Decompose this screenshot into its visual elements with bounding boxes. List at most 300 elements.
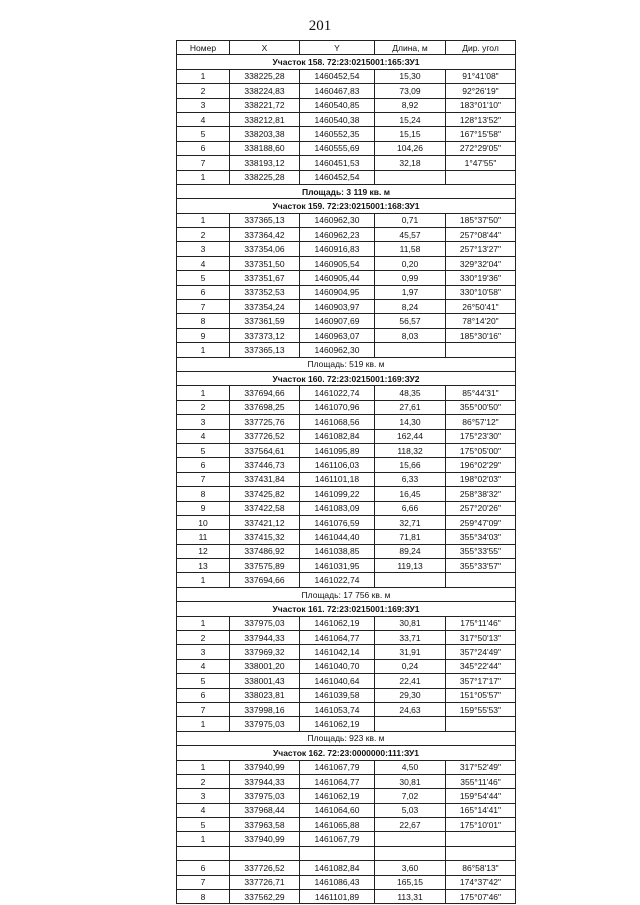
table-row [177,702,516,716]
table-row [177,717,516,731]
table-row [177,443,516,457]
cell-y: 1460540,38 [300,112,375,126]
section-title-row [177,371,516,385]
cell-number: 5 [177,127,230,141]
table-row [177,674,516,688]
cell-y: 1461053,74 [300,702,375,716]
cell-length: 0,71 [375,213,446,227]
cell-y [300,846,375,860]
table-row [177,429,516,443]
table-row [177,415,516,429]
cell-y: 1461083,09 [300,501,375,515]
cell-number: 7 [177,300,230,314]
cell-length [375,170,446,184]
cell-number: 6 [177,141,230,155]
cell-y: 1461062,19 [300,717,375,731]
cell-y: 1460903,97 [300,300,375,314]
cell-x: 337373,12 [230,328,300,342]
cell-angle: 174°37'42" [446,875,516,889]
cell-x: 337562,29 [230,890,300,904]
cell-x: 337944,33 [230,774,300,788]
cell-angle: 92°26'19" [446,84,516,98]
cell-x: 337354,24 [230,300,300,314]
cell-number: 1 [177,717,230,731]
cell-length: 73,09 [375,84,446,98]
table-row [177,501,516,515]
section-title: Участок 162. 72:23:0000000:111:ЗУ1 [177,746,516,760]
cell-x: 337361,59 [230,314,300,328]
cell-x: 337963,58 [230,818,300,832]
cell-length [375,717,446,731]
cell-angle: 185°37'50" [446,213,516,227]
cell-length: 6,33 [375,472,446,486]
cell-length: 0,20 [375,256,446,270]
area-row [177,184,516,198]
cell-number: 11 [177,530,230,544]
cell-x: 337421,12 [230,515,300,529]
cell-length: 27,61 [375,400,446,414]
cell-y: 1461064,60 [300,803,375,817]
cell-length: 14,30 [375,415,446,429]
cell-y: 1460916,83 [300,242,375,256]
cell-x: 337694,66 [230,386,300,400]
cell-x: 337351,67 [230,271,300,285]
cell-y: 1461099,22 [300,487,375,501]
area-row [177,587,516,601]
cell-x: 337726,71 [230,875,300,889]
cell-x: 337969,32 [230,645,300,659]
table-row [177,832,516,846]
cell-x [230,846,300,860]
table-row [177,328,516,342]
cell-y: 1461064,77 [300,774,375,788]
cell-x: 338001,20 [230,659,300,673]
cell-angle [446,170,516,184]
cell-number: 3 [177,645,230,659]
cell-x: 337575,89 [230,559,300,573]
cell-number: 4 [177,256,230,270]
cell-length: 30,81 [375,616,446,630]
cell-x: 337415,32 [230,530,300,544]
cell-angle [446,832,516,846]
cell-number: 4 [177,429,230,443]
cell-length: 15,24 [375,112,446,126]
table-row [177,789,516,803]
cell-number: 1 [177,760,230,774]
cell-x: 338023,81 [230,688,300,702]
cell-number: 5 [177,271,230,285]
cell-y: 1461065,88 [300,818,375,832]
cell-length: 22,41 [375,674,446,688]
cell-number: 2 [177,400,230,414]
table-row [177,861,516,875]
cell-number: 4 [177,803,230,817]
cell-number: 7 [177,702,230,716]
cell-angle: 355°33'55" [446,544,516,558]
header-angle: Дир. угол [446,41,516,55]
cell-y: 1461038,85 [300,544,375,558]
cell-y: 1461040,70 [300,659,375,673]
table-row [177,112,516,126]
cell-angle: 185°30'16" [446,328,516,342]
cell-y: 1461082,84 [300,429,375,443]
cell-number: 2 [177,84,230,98]
cell-number: 3 [177,98,230,112]
cell-length: 24,63 [375,702,446,716]
cell-angle: 86°58'13" [446,861,516,875]
cell-x: 337698,25 [230,400,300,414]
cell-number: 4 [177,659,230,673]
cell-length: 104,26 [375,141,446,155]
cell-y: 1461106,03 [300,458,375,472]
cell-number: 3 [177,415,230,429]
cell-number: 8 [177,314,230,328]
cell-angle: 198°02'03" [446,472,516,486]
cell-length: 15,66 [375,458,446,472]
cell-length: 8,03 [375,328,446,342]
table-row [177,300,516,314]
cell-number: 2 [177,631,230,645]
section-title: Участок 161. 72:23:0215001:169:ЗУ1 [177,602,516,616]
cell-length: 8,24 [375,300,446,314]
cell-angle: 272°29'05" [446,141,516,155]
table-row [177,760,516,774]
cell-angle: 165°14'41" [446,803,516,817]
cell-number: 7 [177,875,230,889]
table-row [177,487,516,501]
table-row [177,170,516,184]
cell-length: 0,24 [375,659,446,673]
cell-x: 338225,28 [230,170,300,184]
table-row [177,213,516,227]
cell-angle [446,573,516,587]
cell-y: 1461067,79 [300,760,375,774]
cell-x: 337431,84 [230,472,300,486]
cell-length: 33,71 [375,631,446,645]
cell-y: 1461101,89 [300,890,375,904]
cell-length: 1,97 [375,285,446,299]
cell-length: 16,45 [375,487,446,501]
cell-y: 1461031,95 [300,559,375,573]
cell-x: 337351,50 [230,256,300,270]
cell-x: 337694,66 [230,573,300,587]
cell-number: 1 [177,213,230,227]
cell-y: 1461039,58 [300,688,375,702]
table-row [177,573,516,587]
cell-length: 3,60 [375,861,446,875]
cell-angle: 175°23'30" [446,429,516,443]
section-title-row [177,55,516,69]
table-row [177,343,516,357]
cell-y: 1461064,77 [300,631,375,645]
cell-angle [446,846,516,860]
cell-angle: 167°15'58" [446,127,516,141]
table-row [177,458,516,472]
table-row [177,631,516,645]
cell-x: 338221,72 [230,98,300,112]
cell-angle: 159°55'53" [446,702,516,716]
cell-length [375,832,446,846]
section-title: Участок 160. 72:23:0215001:169:ЗУ2 [177,371,516,385]
table-row [177,256,516,270]
cell-length [375,343,446,357]
cell-y: 1460907,69 [300,314,375,328]
cell-y: 1460552,35 [300,127,375,141]
cell-number: 2 [177,228,230,242]
page-number: 201 [308,18,332,34]
table-row [177,688,516,702]
cell-angle: 85°44'31" [446,386,516,400]
cell-x: 338203,38 [230,127,300,141]
cell-length: 119,13 [375,559,446,573]
cell-length: 32,18 [375,156,446,170]
cell-number: 5 [177,443,230,457]
cell-number: 6 [177,458,230,472]
coordinates-table [176,40,516,904]
cell-number: 2 [177,774,230,788]
cell-y: 1460905,44 [300,271,375,285]
cell-angle: 91°41'08" [446,69,516,83]
cell-length: 15,15 [375,127,446,141]
cell-angle: 78°14'20" [446,314,516,328]
cell-x: 337365,13 [230,213,300,227]
cell-y: 1460904,95 [300,285,375,299]
cell-length: 5,03 [375,803,446,817]
cell-number [177,846,230,860]
table-row [177,559,516,573]
cell-length: 32,71 [375,515,446,529]
cell-number: 3 [177,242,230,256]
cell-length: 89,24 [375,544,446,558]
cell-angle: 257°13'27" [446,242,516,256]
cell-y: 1460905,54 [300,256,375,270]
table-row [177,774,516,788]
cell-y: 1461070,96 [300,400,375,414]
cell-y: 1460467,83 [300,84,375,98]
header-length: Длина, м [375,41,446,55]
cell-angle: 355°00'50" [446,400,516,414]
cell-number: 1 [177,832,230,846]
table-row [177,544,516,558]
area-value: Площадь: 3 119 кв. м [177,184,516,198]
table-body [177,55,516,904]
cell-x: 337975,03 [230,616,300,630]
cell-length: 22,67 [375,818,446,832]
cell-x: 337944,33 [230,631,300,645]
cell-y: 1460962,30 [300,343,375,357]
cell-length: 118,32 [375,443,446,457]
cell-length: 113,31 [375,890,446,904]
cell-number: 7 [177,472,230,486]
cell-length: 56,57 [375,314,446,328]
cell-y: 1461082,84 [300,861,375,875]
cell-y: 1461022,74 [300,386,375,400]
cell-x: 338188,60 [230,141,300,155]
cell-angle: 259°47'09" [446,515,516,529]
cell-x: 338225,28 [230,69,300,83]
cell-number: 1 [177,343,230,357]
cell-x: 337422,58 [230,501,300,515]
cell-angle: 258°38'32" [446,487,516,501]
cell-number: 1 [177,69,230,83]
cell-x: 337352,53 [230,285,300,299]
section-title-row [177,602,516,616]
cell-y: 1460555,69 [300,141,375,155]
cell-length [375,846,446,860]
cell-angle: 355°34'03" [446,530,516,544]
cell-angle: 355°33'57" [446,559,516,573]
section-title-row [177,199,516,213]
cell-angle [446,717,516,731]
cell-length: 165,15 [375,875,446,889]
cell-y: 1460540,85 [300,98,375,112]
cell-number: 8 [177,487,230,501]
cell-number: 1 [177,573,230,587]
cell-angle: 86°57'12" [446,415,516,429]
cell-number: 3 [177,789,230,803]
cell-angle: 1°47'55" [446,156,516,170]
cell-x: 337365,13 [230,343,300,357]
cell-angle: 175°05'00" [446,443,516,457]
cell-x: 337726,52 [230,861,300,875]
area-value: Площадь: 923 кв. м [177,731,516,745]
table-row [177,228,516,242]
cell-x: 337446,73 [230,458,300,472]
cell-x: 337425,82 [230,487,300,501]
cell-number: 6 [177,688,230,702]
table-row [177,616,516,630]
table-row [177,400,516,414]
cell-x: 337726,52 [230,429,300,443]
cell-length: 15,30 [375,69,446,83]
cell-angle: 151°05'57" [446,688,516,702]
cell-number: 6 [177,285,230,299]
cell-number: 10 [177,515,230,529]
cell-length: 6,66 [375,501,446,515]
table-row [177,386,516,400]
cell-number: 13 [177,559,230,573]
cell-angle: 330°10'58" [446,285,516,299]
cell-x: 337354,06 [230,242,300,256]
cell-x: 337486,92 [230,544,300,558]
cell-y: 1461022,74 [300,573,375,587]
cell-angle: 175°11'46" [446,616,516,630]
cell-angle: 159°54'44" [446,789,516,803]
cell-length: 30,81 [375,774,446,788]
cell-x: 338001,43 [230,674,300,688]
table-row [177,875,516,889]
cell-length [375,573,446,587]
cell-angle: 317°50'13" [446,631,516,645]
cell-angle: 257°20'26" [446,501,516,515]
header-y: Y [300,41,375,55]
cell-length: 31,91 [375,645,446,659]
table-row [177,818,516,832]
cell-x: 337940,99 [230,760,300,774]
cell-number: 1 [177,616,230,630]
cell-number: 8 [177,890,230,904]
cell-angle: 26°50'41" [446,300,516,314]
cell-angle [446,343,516,357]
table-row [177,156,516,170]
area-row [177,357,516,371]
table-row [177,890,516,904]
cell-x: 337940,99 [230,832,300,846]
cell-x: 337725,76 [230,415,300,429]
table-row [177,141,516,155]
cell-number: 1 [177,170,230,184]
header-number: Номер [177,41,230,55]
cell-length: 48,35 [375,386,446,400]
table-row [177,530,516,544]
cell-x: 338212,81 [230,112,300,126]
cell-angle: 175°07'46" [446,890,516,904]
table-row [177,69,516,83]
cell-angle: 128°13'52" [446,112,516,126]
table-row [177,98,516,112]
cell-angle: 257°08'44" [446,228,516,242]
cell-number: 9 [177,328,230,342]
cell-length: 71,81 [375,530,446,544]
cell-angle: 196°02'29" [446,458,516,472]
cell-x: 337975,03 [230,789,300,803]
header-x: X [230,41,300,55]
table-row [177,242,516,256]
cell-x: 337968,44 [230,803,300,817]
cell-number: 4 [177,112,230,126]
cell-number: 12 [177,544,230,558]
cell-y: 1460452,54 [300,170,375,184]
table-row [177,515,516,529]
cell-length: 45,57 [375,228,446,242]
cell-angle: 357°24'49" [446,645,516,659]
cell-angle: 183°01'10" [446,98,516,112]
cell-x: 337364,42 [230,228,300,242]
cell-y: 1461040,64 [300,674,375,688]
area-value: Площадь: 519 кв. м [177,357,516,371]
header-row [177,41,516,55]
table-row [177,271,516,285]
cell-number: 6 [177,861,230,875]
cell-y: 1461044,40 [300,530,375,544]
cell-number: 5 [177,818,230,832]
cell-y: 1461095,89 [300,443,375,457]
cell-y: 1461101,18 [300,472,375,486]
cell-angle: 357°17'17" [446,674,516,688]
cell-angle: 175°10'01" [446,818,516,832]
cell-x: 338224,83 [230,84,300,98]
cell-length: 162,44 [375,429,446,443]
cell-y: 1461042,14 [300,645,375,659]
cell-number: 1 [177,386,230,400]
cell-number: 7 [177,156,230,170]
cell-y: 1461068,56 [300,415,375,429]
cell-y: 1460451,53 [300,156,375,170]
cell-angle: 345°22'44" [446,659,516,673]
cell-y: 1460452,54 [300,69,375,83]
section-title-row [177,746,516,760]
table-row [177,285,516,299]
table-row [177,803,516,817]
cell-x: 338193,12 [230,156,300,170]
cell-y: 1460963,07 [300,328,375,342]
cell-y: 1461086,43 [300,875,375,889]
cell-x: 337975,03 [230,717,300,731]
cell-y: 1461062,19 [300,616,375,630]
cell-length: 11,58 [375,242,446,256]
cell-length: 0,99 [375,271,446,285]
cell-angle: 329°32'04" [446,256,516,270]
